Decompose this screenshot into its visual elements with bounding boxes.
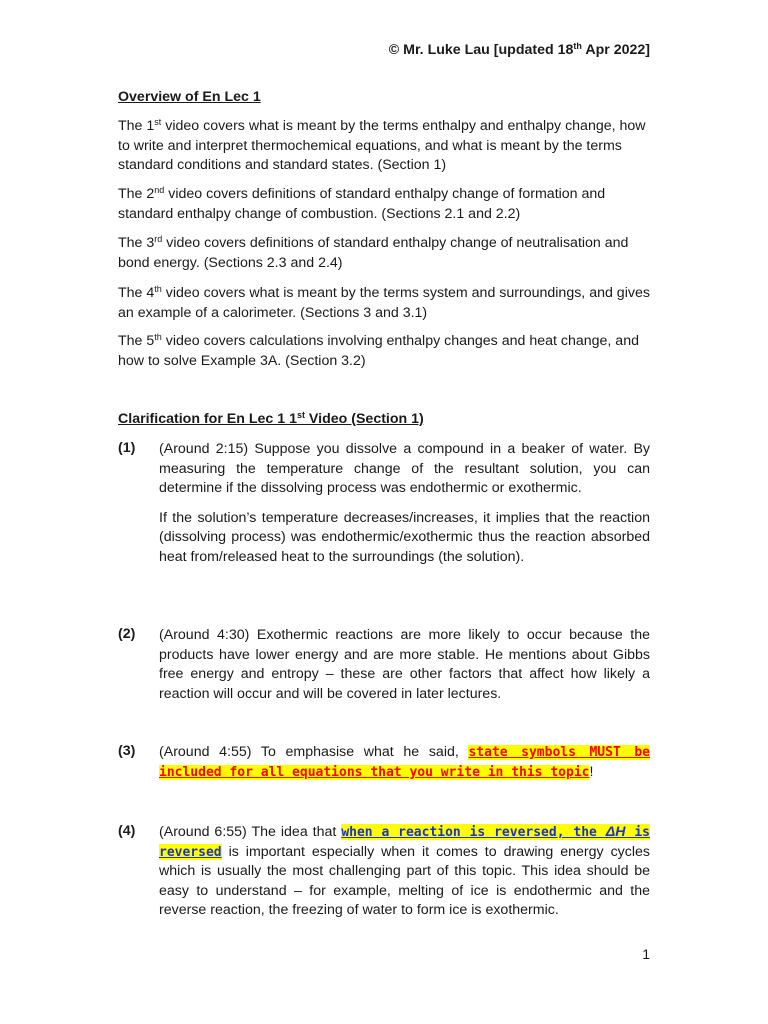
header-sup: th — [573, 41, 582, 51]
item-1-paragraph-1: (Around 2:15) Suppose you dissolve a compound in a beaker of water. By measuring the temperature change of the resultant solution, you can determine if the dissolving process was endothermic or exothermic. — [159, 441, 650, 497]
overview-paragraph-2: The 2nd video covers definitions of standard enthalpy change of formation and standard enthalpy change of combustion. (Sections 2.1 and 2.2) — [118, 185, 606, 222]
overview-paragraph-5: The 5th video covers calculations involving enthalpy changes and heat change, and how to solve Example 3A. (Section 3.2) — [118, 332, 639, 369]
clarification-heading: Clarification for En Lec 1 1st Video (Section 1) — [118, 410, 424, 427]
clarification-item-4: (Around 6:55) The idea that when a reaction is reversed, the ΔH is reversed is important especially when it comes to drawing energy cycles which is usually the most challenging part of this topic. This idea should be easy to understand – for example, melting of ice is endothermic and the reverse reaction, the freezing of water to form ice is exothermic. — [159, 824, 651, 919]
item-number-4: (4) — [118, 823, 136, 839]
clarification-item-1 — [159, 440, 650, 578]
overview-paragraph-3: The 3rd video covers definitions of standard enthalpy change of neutralisation and bond energy. (Sections 2.3 and 2.4) — [118, 234, 629, 271]
item-number-3: (3) — [118, 743, 136, 759]
header-text: © Mr. Luke Lau [updated 18 — [388, 42, 574, 58]
item-number-2: (2) — [118, 626, 136, 642]
copyright-header — [389, 42, 650, 58]
page-number: 1 — [642, 946, 650, 962]
reversed-delta-h-highlight: when a reaction is reversed, the ΔH is reversed — [159, 824, 651, 860]
overview-heading: Overview of En Lec 1 — [118, 89, 261, 105]
item-number-1: (1) — [118, 440, 136, 456]
overview-paragraph-1: The 1st video covers what is meant by the terms enthalpy and enthalpy change, how to write and interpret thermochemical equations, and what is meant by the terms standard conditions and standard states. (Section 1) — [118, 117, 646, 174]
header-text-end: Apr 2022] — [581, 42, 650, 58]
item-2-paragraph: (Around 4:30) Exothermic reactions are more likely to occur because the products have lower energy and are more stable. He mentions about Gibbs free energy and entropy – these are other factors that affect how likely a reaction will occur and will be covered in later lectures. — [159, 627, 650, 702]
item-1-paragraph-2: If the solution’s temperature decreases/increases, it implies that the reaction (dissolving process) was endothermic/exothermic thus the reaction absorbed heat from/released heat to the surroundings (the solution). — [159, 509, 650, 565]
overview-paragraph-4: The 4th video covers what is meant by the terms system and surroundings, and gives an example of a calorimeter. (Sections 3 and 3.1) — [118, 284, 650, 321]
clarification-item-3: (Around 4:55) To emphasise what he said, state symbols MUST be included for all equations that you write in this topic! — [159, 744, 650, 780]
clarification-item-2 — [159, 626, 650, 714]
state-symbols-highlight: state symbols MUST be included for all equations that you write in this topic — [159, 745, 650, 780]
